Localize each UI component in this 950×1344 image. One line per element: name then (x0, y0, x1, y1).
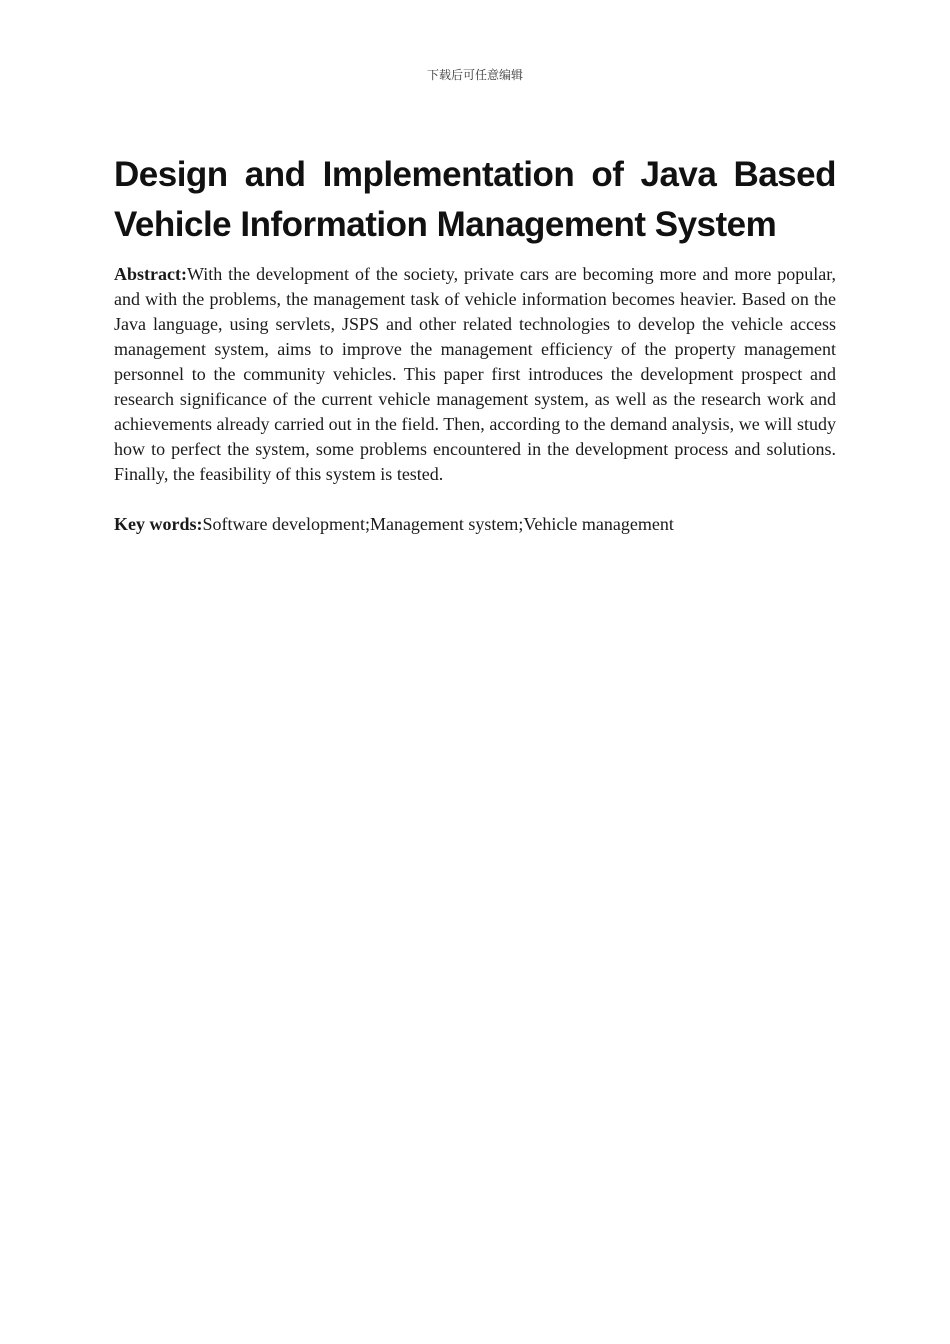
document-body (114, 150, 836, 537)
keywords-paragraph (114, 512, 836, 537)
document-title: Design and Implementation of Java Based Vehicle Information Management System (114, 155, 836, 244)
page-header-note: 下载后可任意编辑 (426, 68, 523, 82)
abstract-paragraph (114, 262, 836, 487)
abstract-text: With the development of the society, private cars are becoming more and more popular, and with the problems, the management task of vehicle information becomes heavier. Based on the Java language, using servlets, JSPS and other related technologies to develop the vehicle access management system, aims to improve the management efficiency of the property management personnel to the community vehicles. This paper first introduces the development prospect and research significance of the current vehicle management system, as well as the research work and achievements already carried out in the field. Then, according to the demand analysis, we will study how to perfect the system, some problems encountered in the development process and solutions. Finally, the feasibility of this system is tested. (114, 264, 836, 484)
keywords-text: Software development;Management system;Vehicle management (202, 514, 674, 534)
keywords-label: Key words: (114, 514, 203, 534)
abstract-label: Abstract: (114, 264, 187, 284)
